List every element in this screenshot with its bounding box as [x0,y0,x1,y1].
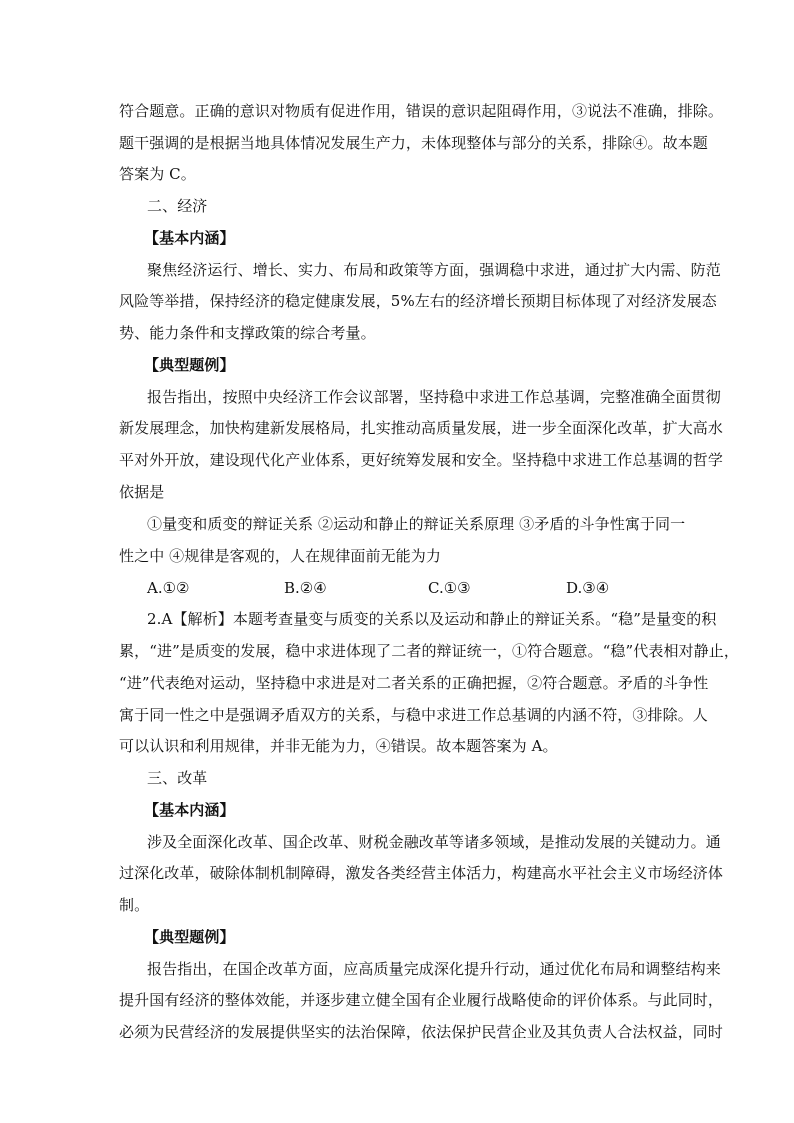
text-line: 必须为民营经济的发展提供坚实的法治保障，依法保护民营企业及其负责人合法权益，同时 [119,1023,724,1041]
text-line: 势、能力条件和支撑政策的综合考量。 [119,324,376,342]
option-a: A.①② [147,579,190,597]
text-line: 答案为 C。 [119,165,196,183]
statement-line: ①量变和质变的辩证关系 ②运动和静止的辩证关系原理 ③矛盾的斗争性寓于同一 [147,515,686,533]
option-c: C.①③ [428,579,471,597]
basic-meaning-tag: 【基本内涵】 [144,801,235,819]
option-b: B.②④ [284,579,327,597]
answer-line: 可以认识和利用规律，并非无能为力，④错误。故本题答案为 A。 [119,737,558,755]
text-line: 制。 [119,896,150,914]
typical-example-tag: 【典型题例】 [144,928,235,946]
section-heading: 二、经济 [147,197,208,215]
text-line: 报告指出，按照中央经济工作会议部署，坚持稳中求进工作总基调，完整准确全面贯彻 [147,388,721,406]
option-d: D.③④ [566,579,610,597]
answer-line: 累，“进”是质变的发展，稳中求进体现了二者的辩证统一，①符合题意。“稳”代表相对静止， [119,642,739,660]
section-heading: 三、改革 [147,769,208,787]
basic-meaning-tag: 【基本内涵】 [144,229,235,247]
text-line: 报告指出，在国企改革方面，应高质量完成深化提升行动，通过优化布局和调整结构来 [147,960,721,978]
typical-example-tag: 【典型题例】 [144,356,235,374]
answer-line: 寓于同一性之中是强调矛盾双方的关系，与稳中求进工作总基调的内涵不符，③排除。人 [119,706,708,724]
text-line: 平对外开放，建设现代化产业体系，更好统筹发展和安全。坚持稳中求进工作总基调的哲学 [119,451,724,469]
text-line: 过深化改革，破除体制机制障碍，激发各类经营主体活力，构建高水平社会主义市场经济体 [119,864,724,882]
text-line: 依据是 [119,483,165,501]
text-line: 涉及全面深化改革、国企改革、财税金融改革等诸多领域，是推动发展的关键动力。通 [147,833,721,851]
text-line: 题干强调的是根据当地具体情况发展生产力，未体现整体与部分的关系，排除④。故本题 [119,134,708,152]
text-line: 提升国有经济的整体效能，并逐步建立健全国有企业履行战略使命的评价体系。与此同时， [119,991,724,1009]
text-line: 符合题意。正确的意识对物质有促进作用，错误的意识起阻碍作用，③说法不准确，排除。 [119,102,724,120]
answer-line: “进”代表绝对运动，坚持稳中求进是对二者关系的正确把握，②符合题意。矛盾的斗争性 [119,674,709,692]
answer-line: 2.A【解析】本题考查量变与质变的关系以及运动和静止的辩证关系。“稳”是量变的积 [147,610,717,628]
statement-line: 性之中 ④规律是客观的，人在规律面前无能为力 [119,547,441,565]
text-line: 聚焦经济运行、增长、实力、布局和政策等方面，强调稳中求进，通过扩大内需、防范 [147,261,721,279]
text-line: 风险等举措，保持经济的稳定健康发展，5%左右的经济增长预期目标体现了对经济发展态 [119,292,717,310]
text-line: 新发展理念，加快构建新发展格局，扎实推动高质量发展，进一步全面深化改革，扩大高水 [119,419,724,437]
